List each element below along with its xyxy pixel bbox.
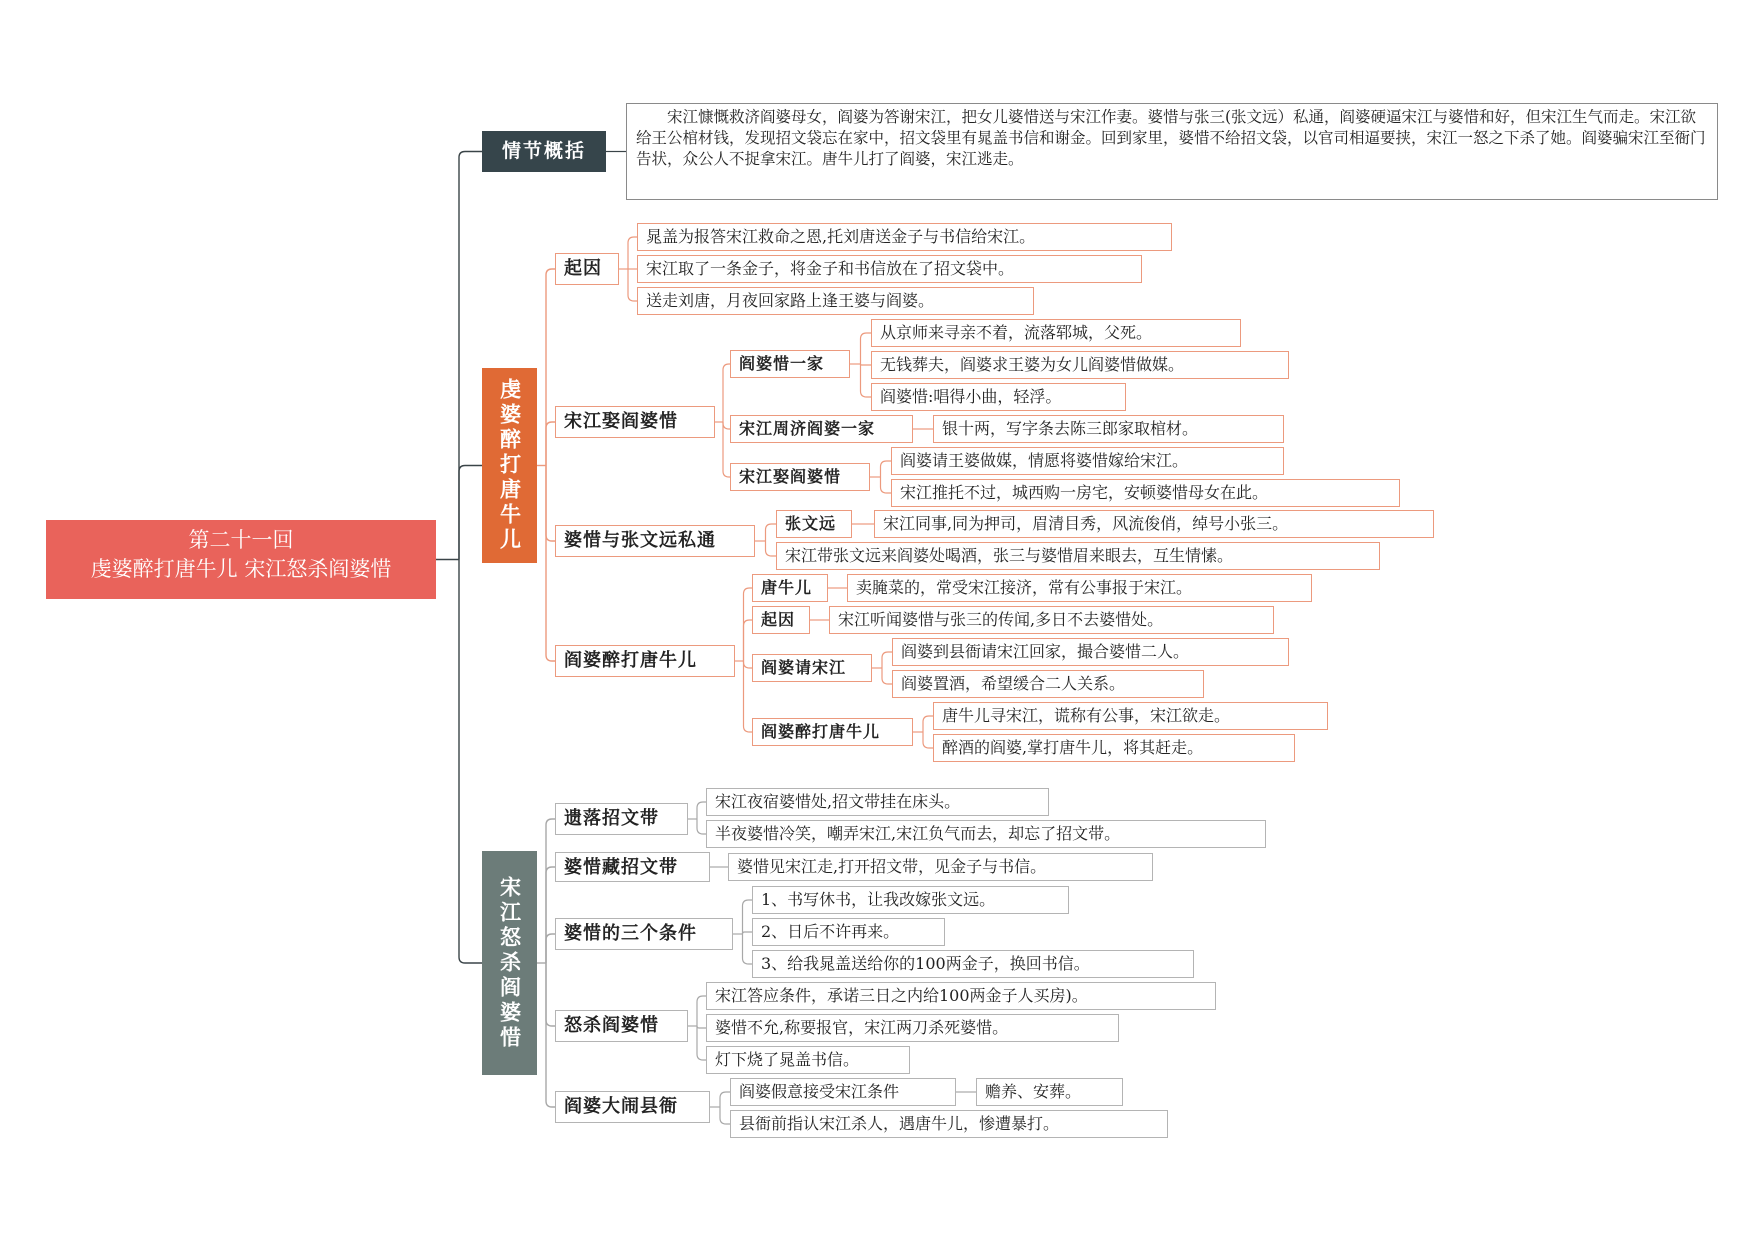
- connector: [743, 900, 753, 934]
- node-marry-wed[interactable]: 宋江娶阎婆惜: [730, 463, 870, 491]
- connector: [697, 819, 706, 834]
- node-kill[interactable]: 怒杀阎婆惜: [555, 1010, 688, 1042]
- leaf-forget-1[interactable]: 宋江夜宿婆惜处,招文带挂在床头。: [706, 788, 1049, 816]
- root-title-line2: 虔婆醉打唐牛儿 宋江怒杀阎婆惜: [90, 557, 392, 581]
- leaf-help[interactable]: 银十两，写字条去陈三郎家取棺材。: [933, 415, 1284, 443]
- leaf-qiyin-3[interactable]: 送走刘唐，月夜回家路上逢王婆与阎婆。: [637, 287, 1034, 315]
- node-pretend[interactable]: 阎婆假意接受宋江条件: [730, 1078, 956, 1106]
- connector: [546, 466, 555, 542]
- node-beat[interactable]: 阎婆醉打唐牛儿: [555, 645, 735, 677]
- leaf-drunk-2[interactable]: 醉酒的阎婆,掌打唐牛儿，将其赶走。: [933, 734, 1295, 762]
- connector: [628, 237, 637, 269]
- connector: [723, 364, 730, 422]
- node-qiyin[interactable]: 起因: [555, 253, 619, 285]
- connector: [459, 560, 482, 964]
- leaf-cond-3[interactable]: 3、给我晁盖送给你的100两金子，换回书信。: [752, 950, 1194, 978]
- connector: [546, 867, 555, 963]
- connector: [923, 732, 933, 748]
- node-marry-help[interactable]: 宋江周济阎婆一家: [730, 415, 913, 443]
- leaf-kill-3[interactable]: 灯下烧了晁盖书信。: [706, 1046, 910, 1074]
- leaf-tang[interactable]: 卖腌菜的，常受宋江接济，常有公事报于宋江。: [847, 574, 1312, 602]
- connector: [546, 422, 555, 466]
- leaf-cond-1[interactable]: 1、书写休书，让我改嫁张文远。: [752, 886, 1069, 914]
- connector: [546, 963, 555, 1026]
- node-zhang[interactable]: 张文远: [776, 510, 852, 538]
- node-invite[interactable]: 阎婆请宋江: [752, 654, 872, 682]
- connector: [744, 588, 753, 661]
- leaf-family-3[interactable]: 阎婆惜:唱得小曲，轻浮。: [871, 383, 1126, 411]
- leaf-court[interactable]: 县衙前指认宋江杀人，遇唐牛儿，惨遭暴打。: [730, 1110, 1168, 1138]
- node-affair[interactable]: 婆惜与张文远私通: [555, 525, 755, 557]
- node-cause[interactable]: 起因: [752, 606, 810, 634]
- leaf-invite-1[interactable]: 阎婆到县衙请宋江回家，撮合婆惜二人。: [892, 638, 1289, 666]
- connector: [882, 652, 892, 668]
- node-tang[interactable]: 唐牛儿: [752, 574, 828, 602]
- connector: [546, 819, 555, 963]
- connector: [766, 524, 777, 541]
- leaf-kill-1[interactable]: 宋江答应条件，承诺三日之内给100两金子人买房)。: [706, 982, 1216, 1010]
- leaf-cond-2[interactable]: 2、日后不许再来。: [752, 918, 945, 946]
- connector: [459, 152, 482, 560]
- connector: [861, 364, 872, 365]
- node-conditions[interactable]: 婆惜的三个条件: [555, 918, 733, 950]
- node-marry-family[interactable]: 阎婆惜一家: [730, 350, 850, 378]
- leaf-zhang[interactable]: 宋江同事,同为押司，眉清目秀，风流俊俏，绰号小张三。: [874, 510, 1434, 538]
- node-hide[interactable]: 婆惜藏招文带: [555, 852, 710, 882]
- leaf-kill-2[interactable]: 婆惜不允,称要报官，宋江两刀杀死婆惜。: [706, 1014, 1119, 1042]
- connector: [882, 668, 892, 684]
- connector: [723, 422, 730, 477]
- leaf-hide[interactable]: 婆惜见宋江走,打开招文带，见金子与书信。: [728, 853, 1153, 881]
- leaf-wed-2[interactable]: 宋江推托不过，城西购一房宅，安顿婆惜母女在此。: [891, 479, 1400, 507]
- connector: [546, 934, 555, 963]
- connector: [766, 541, 777, 556]
- section-b-label[interactable]: 宋江怒杀阎婆惜: [482, 851, 537, 1075]
- connector: [546, 466, 555, 662]
- node-marry[interactable]: 宋江娶阎婆惜: [555, 406, 715, 438]
- connector: [697, 1026, 706, 1060]
- connector: [628, 269, 637, 301]
- leaf-drunk-1[interactable]: 唐牛儿寻宋江，谎称有公事，宋江欲走。: [933, 702, 1328, 730]
- leaf-cause[interactable]: 宋江听闻婆惜与张三的传闻,多日不去婆惜处。: [829, 606, 1274, 634]
- leaf-pretend[interactable]: 赡养、安葬。: [976, 1078, 1123, 1106]
- connector: [861, 364, 872, 397]
- leaf-qiyin-1[interactable]: 晁盖为报答宋江救命之恩,托刘唐送金子与书信给宋江。: [637, 223, 1172, 251]
- summary-label[interactable]: 情节概括: [482, 131, 606, 172]
- connector: [743, 934, 753, 964]
- leaf-qiyin-2[interactable]: 宋江取了一条金子，将金子和书信放在了招文袋中。: [637, 255, 1142, 283]
- leaf-wed-1[interactable]: 阎婆请王婆做媒，情愿将婆惜嫁给宋江。: [891, 447, 1284, 475]
- connector: [697, 1026, 706, 1028]
- connector: [720, 1107, 730, 1124]
- leaf-family-1[interactable]: 从京师来寻亲不着，流落郓城，父死。: [871, 319, 1241, 347]
- connector: [744, 620, 753, 661]
- connector: [744, 661, 753, 668]
- section-a-label[interactable]: 虔婆醉打唐牛儿: [482, 368, 537, 563]
- connector: [697, 802, 706, 819]
- root-topic[interactable]: [46, 520, 436, 599]
- connector: [546, 963, 555, 1107]
- connector: [861, 333, 872, 364]
- node-court[interactable]: 阎婆大闹县衙: [555, 1091, 710, 1123]
- leaf-forget-2[interactable]: 半夜婆惜冷笑，嘲弄宋江,宋江负气而去，却忘了招文带。: [706, 820, 1266, 848]
- connector: [881, 461, 892, 477]
- connector: [744, 661, 753, 732]
- connector: [459, 466, 482, 560]
- summary-text: 宋江慷慨救济阎婆母女，阎婆为答谢宋江，把女儿婆惜送与宋江作妻。婆惜与张三(张文远）私通，阎婆硬逼宋江与婆惜和好，但宋江生气而走。宋江欲给王公棺材钱，发现招文袋忘在家中，招文袋里有晁盖书信和谢金。回到家里，婆惜不给招文袋，以官司相逼要挟，宋江一怒之下杀了她。阎婆骗宋江至衙门告状，众公人不捉拿宋江。唐牛儿打了阎婆，宋江逃走。: [626, 103, 1718, 200]
- connector: [546, 269, 555, 466]
- connector: [697, 996, 706, 1026]
- leaf-family-2[interactable]: 无钱葬夫，阎婆求王婆为女儿阎婆惜做媒。: [871, 351, 1289, 379]
- leaf-invite-2[interactable]: 阎婆置酒，希望缓合二人关系。: [892, 670, 1204, 698]
- connector: [923, 716, 933, 732]
- connector: [720, 1092, 730, 1107]
- connector: [723, 422, 730, 429]
- leaf-affair[interactable]: 宋江带张文远来阎婆处喝酒，张三与婆惜眉来眼去，互生情愫。: [776, 542, 1380, 570]
- node-drunk[interactable]: 阎婆醉打唐牛儿: [752, 718, 913, 746]
- root-title-line1: 第二十一回: [188, 528, 294, 552]
- node-forget[interactable]: 遗落招文带: [555, 803, 688, 835]
- connector: [881, 477, 892, 493]
- connector: [743, 932, 753, 934]
